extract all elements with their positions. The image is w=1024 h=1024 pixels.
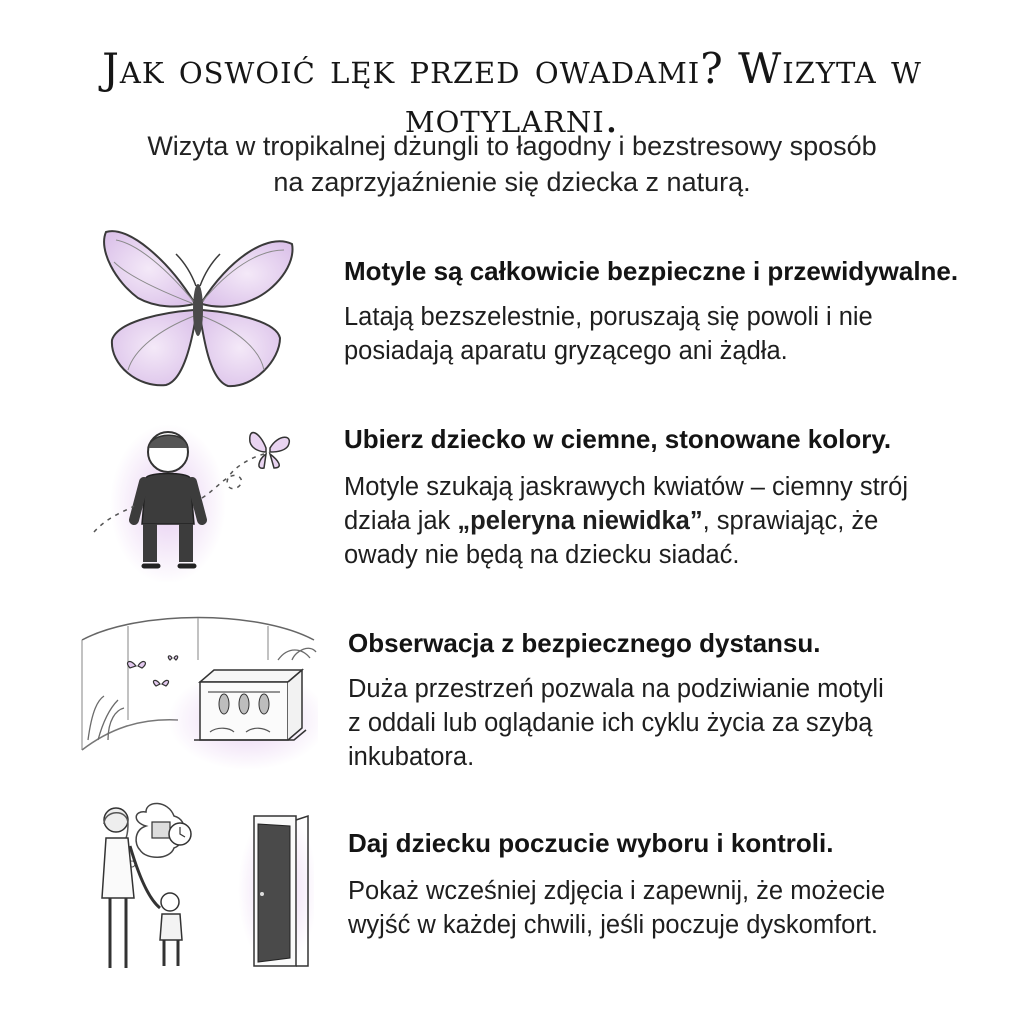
item-title: Daj dziecku poczucie wyboru i kontroli.: [348, 828, 834, 858]
item-body-line: Pokaż wcześniej zdjęcia i zapewnij, że możecie: [348, 877, 886, 905]
item-title: Obserwacja z bezpiecznego dystansu.: [348, 628, 821, 658]
item-body-line: Duża przestrzeń pozwala na podziwianie motyli: [348, 675, 884, 703]
item-body: [344, 300, 873, 368]
greenhouse-incubator-illustration: [78, 600, 318, 770]
page-subtitle: [0, 128, 1024, 200]
page-title: Jak oswoić lęk przed owadami? Wizyta w motylarni.: [102, 44, 922, 142]
item-body-line: owady nie będą na dziecku siadać.: [344, 541, 740, 569]
item-body: [348, 672, 884, 774]
item-body-line: inkubatora.: [348, 743, 475, 771]
item-body: [348, 874, 885, 942]
item-body-fragment: działa jak: [344, 507, 458, 535]
item-title: Ubierz dziecko w ciemne, stonowane kolory.: [344, 424, 892, 454]
item-body-line: wyjść w każdej chwili, jeśli poczuje dyskomfort.: [348, 911, 878, 939]
item-body-line: [344, 504, 908, 538]
item-body-fragment: , sprawiając, że: [702, 507, 879, 535]
item-body-line: Motyle szukają jaskrawych kwiatów – ciemny strój: [344, 473, 909, 501]
item-body-line: posiadają aparatu gryzącego ani żądła.: [344, 337, 788, 365]
item-body: [344, 470, 908, 572]
item-body-emphasis: „peleryna niewidka”: [457, 507, 703, 535]
subtitle-line: na zaprzyjaźnienie się dziecka z naturą.: [273, 167, 751, 197]
item-body-line: Latają bezszelestnie, poruszają się powoli i nie: [344, 303, 873, 331]
child-in-dark-clothes-illustration: [88, 412, 308, 582]
subtitle-line: Wizyta w tropikalnej dżungli to łagodny i bezstresowy sposób: [147, 131, 877, 161]
item-body-line: z oddali lub oglądanie ich cyklu życia za szybą: [348, 709, 873, 737]
butterfly-illustration: [98, 220, 298, 395]
parent-child-door-illustration: [94, 790, 314, 975]
item-title: Motyle są całkowicie bezpieczne i przewidywalne.: [344, 256, 959, 286]
